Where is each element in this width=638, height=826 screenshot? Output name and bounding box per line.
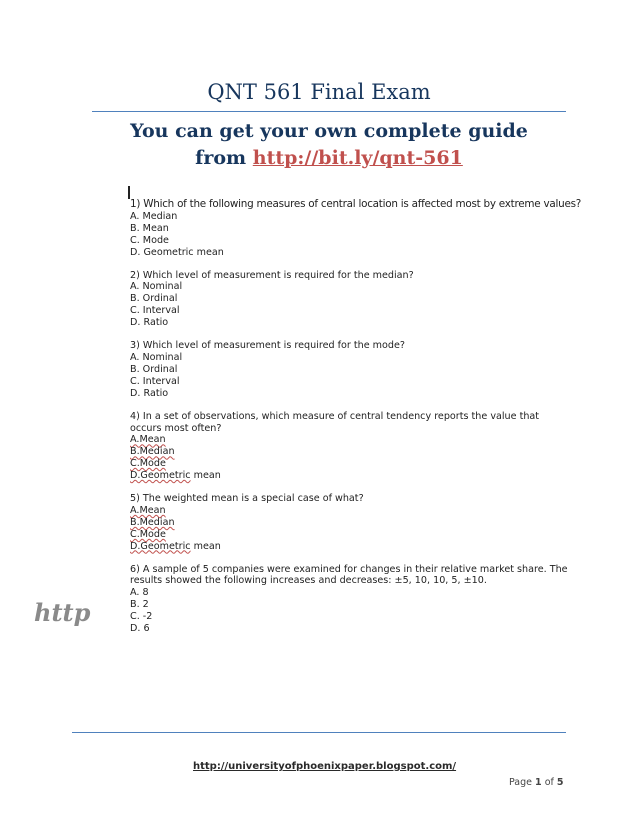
document-title: QNT 561 Final Exam	[207, 80, 431, 104]
page-total: 5	[556, 777, 564, 788]
answer-option-d	[130, 470, 570, 482]
answer-option: D. Ratio	[130, 387, 169, 399]
guide-line-1: You can get your own complete guide	[130, 120, 528, 142]
answer-option: A.Mean	[130, 434, 166, 446]
question-text: 5) The weighted mean is a special case of what?	[130, 493, 364, 505]
answer-option: C. Interval	[130, 375, 180, 387]
answer-option: D. Geometric mean	[130, 246, 224, 258]
question-text: 4) In a set of observations, which measure of central tendency reports the value that occurs most often?	[130, 410, 540, 434]
answer-option: C. Mode	[130, 234, 169, 246]
question-1	[130, 198, 582, 259]
answer-option: B. Ordinal	[130, 293, 178, 305]
footer-link[interactable]: http://universityofphoenixpaper.blogspot.com/	[193, 761, 457, 772]
answer-option-suffix: mean	[193, 470, 221, 482]
question-4	[130, 411, 570, 482]
truncated-side-text: http	[34, 598, 91, 627]
page-of: of	[544, 777, 554, 788]
answer-option: C. -2	[130, 611, 153, 623]
question-5	[130, 493, 570, 553]
answer-option: A. Nominal	[130, 281, 183, 293]
page-current: 1	[535, 777, 542, 788]
answer-option: C. Interval	[130, 305, 180, 317]
question-6	[130, 564, 570, 635]
answer-option: A.Mean	[130, 504, 166, 516]
question-3	[130, 340, 570, 400]
title-divider	[92, 111, 566, 112]
page-number	[509, 777, 564, 788]
answer-option: D. 6	[130, 623, 150, 635]
answer-option: B. Mean	[130, 222, 169, 234]
answer-option: B.Median	[130, 446, 175, 458]
guide-line-2	[92, 145, 566, 172]
answer-option-d	[130, 541, 570, 553]
footer-divider	[72, 732, 566, 733]
page-label: Page	[509, 777, 532, 788]
answer-option: C.Mode	[130, 458, 166, 470]
answer-option: A. 8	[130, 587, 149, 599]
question-text: 3) Which level of measurement is required for the mode?	[130, 340, 405, 352]
question-text: 6) A sample of 5 companies were examined for changes in their relative market share. The results showed the following increases and decreases: ±5, 10, 10, 5, ±10.	[130, 563, 568, 587]
guide-link[interactable]: http://bit.ly/qnt-561	[252, 147, 463, 169]
answer-option: B.Median	[130, 516, 175, 528]
answer-option: D.Geometric	[130, 470, 191, 482]
answer-option-suffix: mean	[193, 540, 221, 552]
question-text: 1) Which of the following measures of central location is affected most by extreme values?	[130, 198, 582, 210]
answer-option: B. 2	[130, 599, 149, 611]
guide-from-text: from	[195, 147, 247, 169]
exam-questions-image	[130, 198, 582, 646]
answer-option: D.Geometric	[130, 540, 191, 552]
answer-option: B. Ordinal	[130, 363, 178, 375]
answer-option: A. Nominal	[130, 351, 183, 363]
question-2	[130, 270, 570, 330]
answer-option: A. Median	[130, 210, 178, 222]
guide-banner	[92, 118, 566, 172]
answer-option: D. Ratio	[130, 317, 169, 329]
answer-option: C.Mode	[130, 528, 166, 540]
question-text: 2) Which level of measurement is required for the median?	[130, 269, 414, 281]
